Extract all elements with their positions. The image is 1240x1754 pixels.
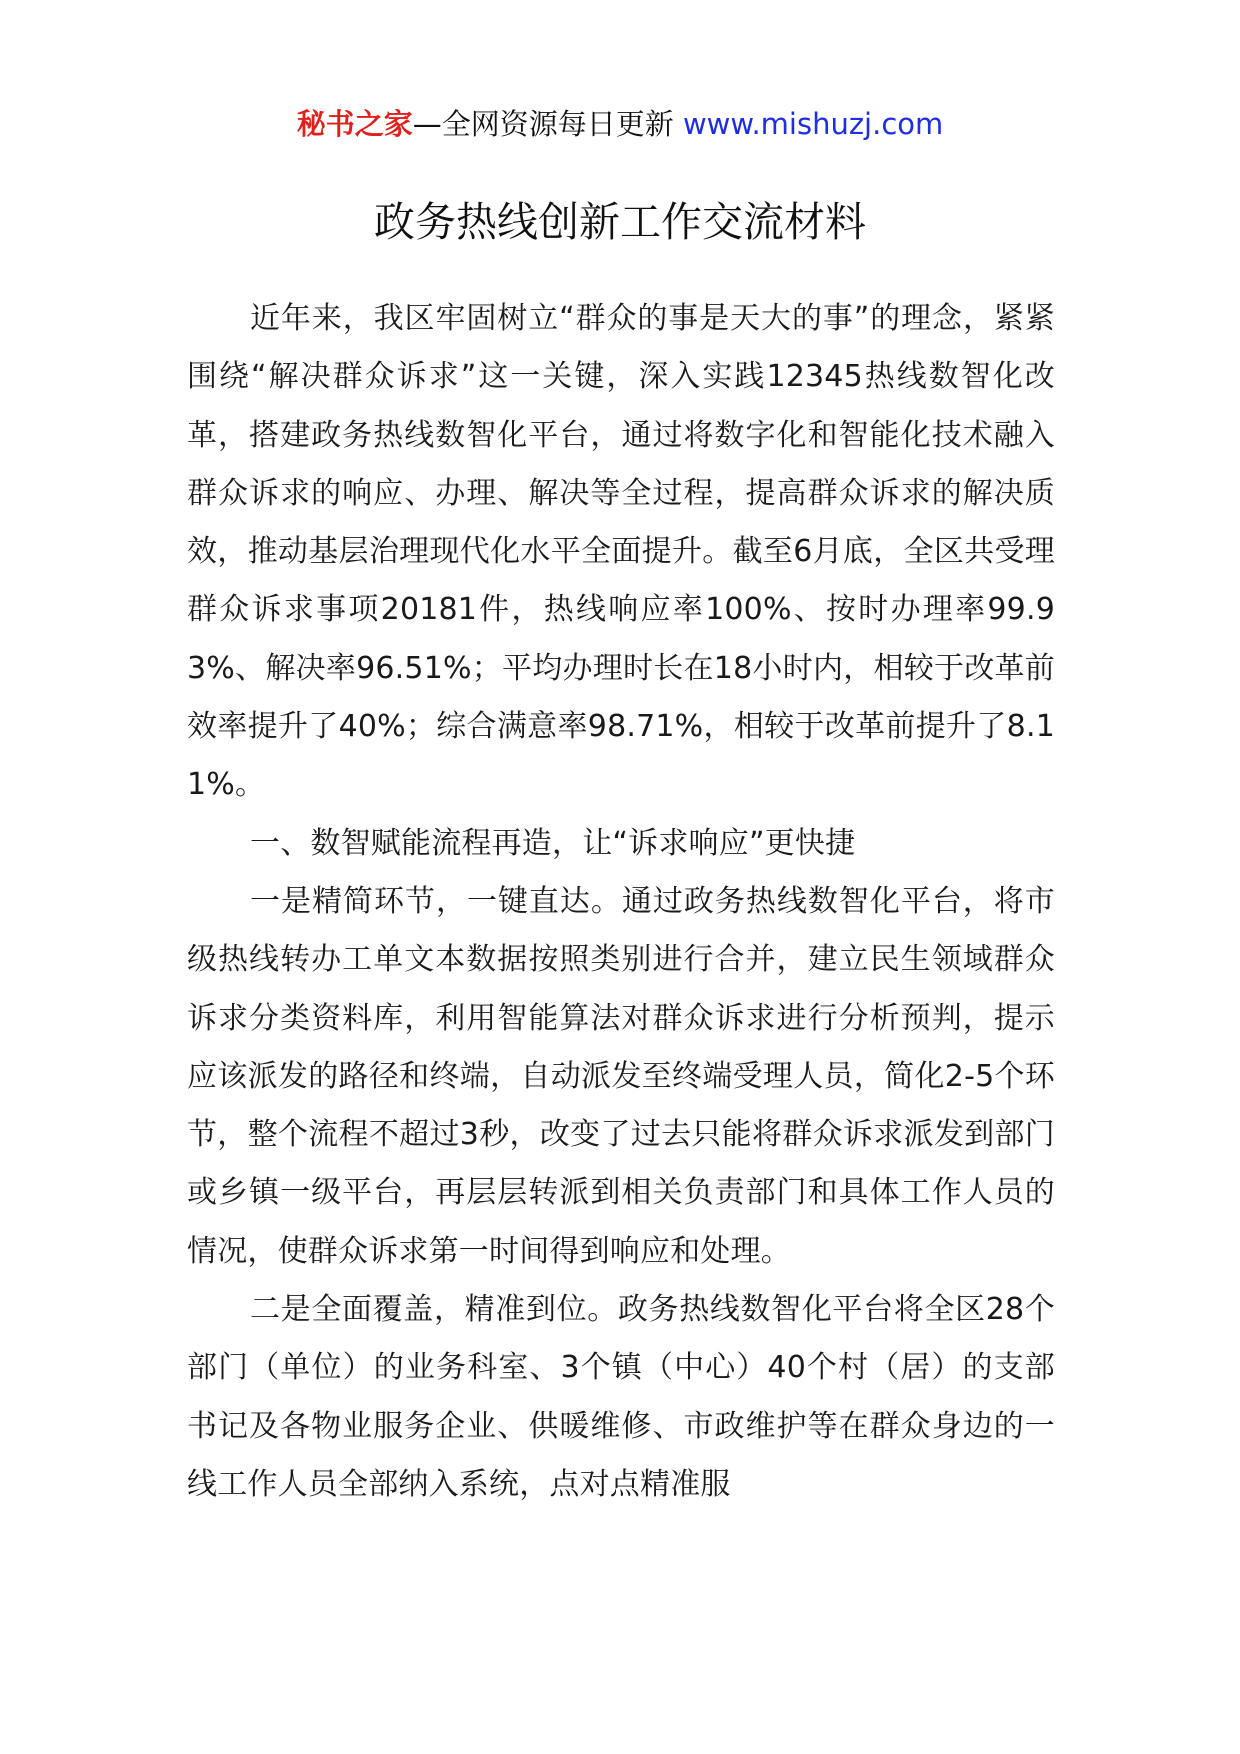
paragraph-point-2: 二是全面覆盖，精准到位。政务热线数智化平台将全区28个部门（单位）的业务科室、3个镇（中心）40个村（居）的支部书记及各物业服务企业、供暖维修、市政维护等在群众身边的一线工作人员全部纳入系统，点对点精准服 (187, 1292, 1055, 1502)
paragraph-intro: 近年来，我区牢固树立“群众的事是天大的事”的理念，紧紧围绕“解决群众诉求”这一关键，深入实践12345热线数智化改革，搭建政务热线数智化平台，通过将数字化和智能化技术融入群众诉求的响应、办理、解决等全过程，提高群众诉求的解决质效，推动基层治理现代化水平全面提升。截至6月底，全区共受理群众诉求事项20181件，热线响应率100%、按时办理率99.93%、解决率96.51%；平均办理时长在18小时内，相较于改革前效率提升了40%；综合满意率98.71%，相较于改革前提升了8.11%。 (187, 301, 1055, 803)
brand-name: 秘书之家 (296, 107, 413, 141)
site-url-link[interactable]: www.mishuzj.com (682, 107, 944, 141)
header-tagline: —全网资源每日更新 (412, 107, 674, 141)
site-header (0, 104, 1240, 144)
section-heading-1: 一、数智赋能流程再造，让“诉求响应”更快捷 (250, 825, 856, 861)
paragraph-point-1: 一是精简环节，一键直达。通过政务热线数智化平台，将市级热线转办工单文本数据按照类别进行合并，建立民生领域群众诉求分类资料库，利用智能算法对群众诉求进行分析预判，提示应该派发的路径和终端，自动派发至终端受理人员，简化2-5个环节，整个流程不超过3秒，改变了过去只能将群众诉求派发到部门或乡镇一级平台，再层层转派到相关负责部门和具体工作人员的情况，使群众诉求第一时间得到响应和处理。 (187, 883, 1055, 1269)
document-title: 政务热线创新工作交流材料 (374, 198, 866, 246)
document-body (187, 290, 1055, 1514)
